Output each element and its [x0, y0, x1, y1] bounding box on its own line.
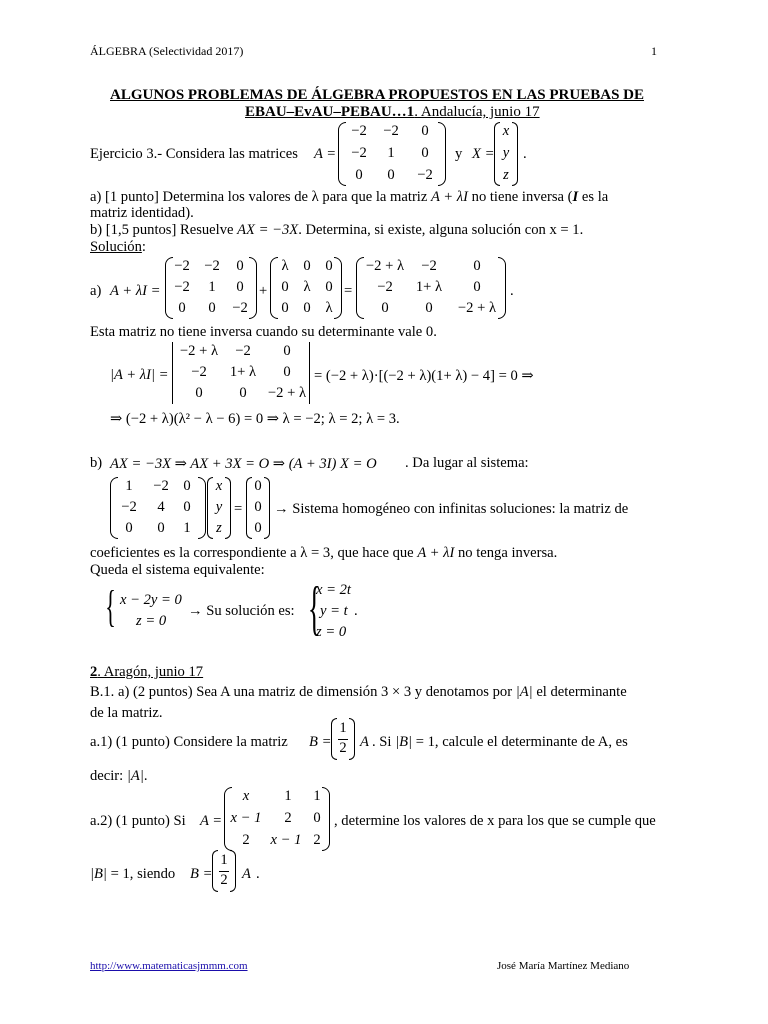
- sol-a-lhs: A + λI =: [110, 283, 161, 299]
- equals-sign: =: [344, 283, 353, 299]
- no-inverse-note: Esta matriz no tiene inversa cuando su determinante vale 0.: [90, 324, 437, 340]
- matrix-A: −2 −2 0 −2 1 0 0 0 −2: [338, 122, 446, 186]
- p2-b1: B.1. a) (2 puntos) Sea A una matriz de dimensión 3 × 3 y denotamos por |A| el determinante: [90, 684, 627, 700]
- A-symbol-2: A: [242, 866, 251, 882]
- y-conj: y: [455, 146, 463, 162]
- X-lhs: X =: [472, 146, 495, 162]
- vector-xyz: x y z: [207, 477, 231, 539]
- ej3-intro: Ejercicio 3.- Considera las matrices: [90, 146, 298, 162]
- matrix-A-copy: −2 −2 0 −2 1 0 0 0 −2: [165, 257, 257, 319]
- equiv-note: Queda el sistema equivalente:: [90, 562, 265, 578]
- det-matrix: −2 + λ −2 0 −2 1+ λ 0 0 0 −2 + λ: [172, 342, 310, 404]
- plus-sign: +: [259, 283, 268, 299]
- A-lhs: A =: [314, 146, 337, 162]
- matrix-lambda-I: λ 0 0 0 λ 0 0 0 λ: [270, 257, 342, 319]
- det-lhs: |A + λI| =: [110, 367, 169, 383]
- last-line: |B| = 1, siendo: [90, 866, 176, 882]
- sol-eq-2: y = t: [320, 603, 348, 619]
- part-a-statement-2: matriz identidad).: [90, 205, 194, 221]
- A2-lhs: A =: [200, 813, 223, 829]
- A-symbol: A: [360, 734, 369, 750]
- B-lhs: B =: [309, 734, 332, 750]
- det-rhs: = (−2 + λ)·[(−2 + λ)(1+ λ) − 4] = 0 ⇒: [314, 368, 534, 384]
- page-number: 1: [651, 44, 657, 58]
- sol-eq-1: x = 2t: [316, 582, 351, 598]
- sol-a-label: a): [90, 283, 102, 299]
- fraction-half: 1 2: [331, 718, 355, 760]
- sol-eq-3: z = 0: [316, 624, 347, 640]
- solution-label: Solución:: [90, 239, 146, 255]
- footer-author: José María Martínez Mediano: [497, 960, 630, 972]
- sol-b-chain-end: . Da lugar al sistema:: [405, 455, 529, 471]
- brace-left-2: {: [307, 575, 321, 641]
- a2-text: a.2) (1 punto) Si: [90, 813, 186, 829]
- dot: .: [523, 146, 527, 162]
- title-rest: . Andalucía, junio 17: [414, 104, 540, 120]
- vector-zero: 0 0 0: [246, 477, 270, 539]
- a2-rest: , determine los valores de x para los que se cumple que: [334, 813, 656, 829]
- B-lhs-2: B =: [190, 866, 213, 882]
- title-bold: EBAU–EvAU–PEBAU…1: [245, 104, 415, 120]
- doc-title-line2: [245, 104, 540, 121]
- matrix-system: 1 −2 0 −2 4 0 0 0 1: [110, 477, 206, 539]
- decir: decir: |A|.: [90, 768, 148, 784]
- brace-left-1: {: [105, 582, 116, 631]
- part-a-statement: a) [1 punto] Determina los valores de λ para que la matriz A + λI no tiene inversa (I es la: [90, 189, 609, 205]
- p2-b1-cont: de la matriz.: [90, 705, 163, 721]
- sol-b-chain: AX = −3X ⇒ AX + 3X = O ⇒ (A + 3I) X = O: [110, 456, 377, 472]
- doc-title: ALGUNOS PROBLEMAS DE ÁLGEBRA PROPUESTOS EN LAS PRUEBAS DE: [110, 87, 644, 103]
- running-header: ÁLGEBRA (Selectividad 2017): [90, 44, 244, 58]
- last-dot: .: [256, 866, 260, 882]
- equals-sign-2: =: [234, 501, 243, 517]
- part-b-statement: b) [1,5 puntos] Resuelve AX = −3X. Determina, si existe, alguna solución con x = 1.: [90, 222, 584, 238]
- a1-rest: . Si |B| = 1, calcule el determinante de A, es: [372, 734, 628, 750]
- coef-note: coeficientes es la correspondiente a λ = 3, que hace que A + λI no tenga inversa.: [90, 545, 558, 561]
- det-roots: ⇒ (−2 + λ)(λ² − λ − 6) = 0 ⇒ λ = −2; λ = 2; λ = 3.: [110, 411, 400, 427]
- matrix-result: −2 + λ −2 0 −2 1+ λ 0 0 0 −2 + λ: [356, 257, 506, 319]
- a1-text: a.1) (1 punto) Considere la matriz: [90, 734, 288, 750]
- sol-b-label: b): [90, 455, 103, 471]
- homogeneous-note: → Sistema homogéneo con infinitas soluciones: la matriz de: [274, 501, 629, 517]
- matrix-X: x y z: [494, 122, 518, 186]
- eq-2: z = 0: [136, 613, 167, 629]
- dot3: .: [354, 603, 358, 619]
- p2-heading: 2. Aragón, junio 17: [90, 664, 204, 680]
- solution-text: → Su solución es:: [188, 603, 295, 619]
- matrix-A2: x 1 1 x − 1 2 0 2 x − 1 2: [224, 787, 330, 851]
- dot2: .: [510, 283, 514, 299]
- eq-1: x − 2y = 0: [120, 592, 182, 608]
- fraction-half-2: 1 2: [212, 850, 236, 892]
- footer-link[interactable]: http://www.matematicasjmmm.com: [90, 960, 248, 972]
